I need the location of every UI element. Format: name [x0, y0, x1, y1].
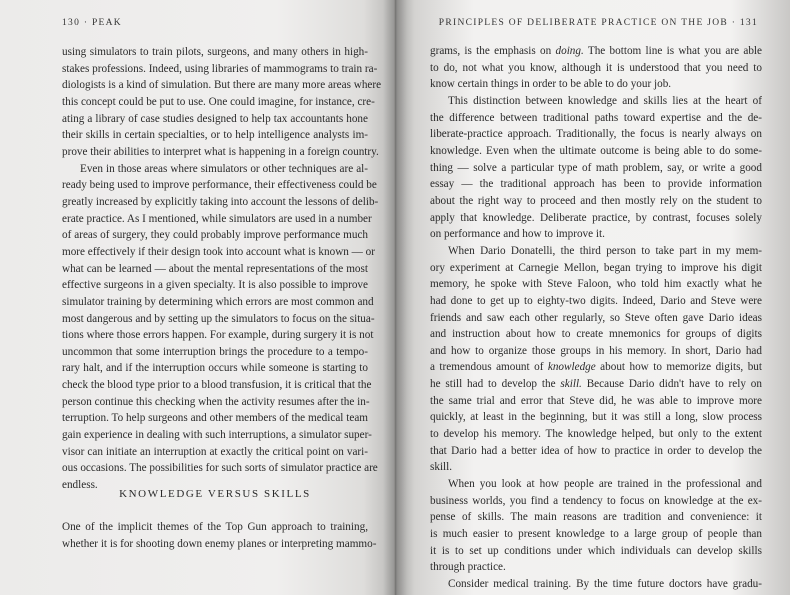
text-line: simulator training by determining which errors are most common and — [62, 295, 374, 308]
text-line: business worlds, you find a tendency to focus on knowledge at the ex- — [430, 494, 762, 507]
text-line: about the right way to proceed and then mostly rely on the student to — [430, 194, 762, 207]
text-line: on performance and how to improve it. — [430, 228, 605, 241]
text-line: grams, is the emphasis on doing. The bottom line is what you are able — [430, 45, 763, 57]
text-line: endless. — [62, 479, 98, 492]
text-line: stakes professions. Indeed, using libraries of mammograms to train ra- — [62, 62, 378, 75]
text-line: it is to set up conditions under which individuals can develop skills — [430, 544, 762, 557]
text-line: visor can initiate an interruption at exactly the critical point on vari- — [62, 445, 368, 458]
left-running-header: 130 · PEAK — [62, 18, 122, 28]
text-line: ory experiment at Carnegie Mellon, began trying to improve his digit — [430, 261, 762, 274]
text-line: to develop his memory. The knowledge helped, but only to the extent — [430, 428, 762, 441]
text-line: ating a library of case studies designed to help tax accountants hone — [62, 112, 368, 125]
text-line: effective surgeons in a given specialty. It is also possible to improve — [62, 279, 368, 292]
text-line: ous occasions. The possibilities for such sorts of simulator practice are — [62, 462, 378, 475]
text-line: he still had to develop the skill. Because Dario didn't have to rely on — [430, 378, 762, 391]
right-body-text — [430, 43, 762, 593]
text-line: had done to get up to eighty-two digits. Indeed, Dario and Steve were — [430, 294, 762, 307]
right-page — [395, 0, 790, 595]
emphasis-skill: skill. — [560, 378, 582, 391]
text-line: memory, he spoke with Steve Faloon, who told him exactly what he — [430, 278, 762, 291]
left-closing-text — [62, 519, 377, 552]
text-line: prove their abilities to interpret what is happening in a foreign country. — [62, 145, 379, 158]
text-line: the same trial and error that Steve did, he was able to improve more — [430, 394, 762, 407]
text-line: using simulators to train pilots, surgeons, and many others in high- — [62, 46, 368, 58]
text-line: through practice. — [430, 561, 506, 574]
text-line: essay — the traditional approach has been to provide information — [430, 178, 762, 191]
text-line: this concept could be put to use. One could imagine, for instance, cre- — [62, 95, 375, 108]
text-line: rary halt, and if the interruption occurs while someone is starting to — [62, 362, 368, 375]
left-body-text — [62, 44, 382, 494]
text-line: erate practice. As I mentioned, while simulators are used in a number — [62, 212, 372, 225]
text-line: person continue this checking when the activity resumes after the in- — [62, 395, 370, 408]
text-line: One of the implicit themes of the Top Gun approach to training, — [62, 521, 368, 533]
text-line: ready being used to improve performance, their effectiveness could be — [62, 179, 377, 192]
text-line: whether it is for shooting down enemy planes or interpreting mammo- — [62, 537, 377, 550]
text-line: that Dario had a better idea of how to practice in order to develop the — [430, 444, 762, 457]
text-line: friends and saw each other regularly, so Steve often gave Dario ideas — [430, 311, 762, 324]
text-line: and instruction about how to create mnemonics for groups of digits — [430, 328, 762, 341]
text-line: knowledge. Even when the ultimate outcome is being able to do some- — [430, 144, 762, 157]
section-heading: KNOWLEDGE VERSUS SKILLS — [119, 488, 311, 500]
text-line: their skills in certain specialties, or to help intelligence analysts im- — [62, 129, 368, 142]
text-line: liberate-practice approach. Traditionally, the focus is nearly always on — [430, 128, 762, 141]
text-line: greatly increased by explicitly taking into account the lessons of delib- — [62, 195, 379, 208]
text-line: When you look at how people are trained in the professional and — [448, 478, 762, 491]
text-line: check the blood type prior to a blood transfusion, it is critical that the — [62, 379, 372, 392]
right-running-header: PRINCIPLES OF DELIBERATE PRACTICE ON THE JOB · 131 — [438, 18, 758, 28]
text-line: terruption. To help surgeons and other members of the medical team — [62, 412, 368, 425]
text-line: what can be learned — about the mental representations of the most — [62, 262, 368, 275]
text-line: This distinction between knowledge and skills lies at the heart of — [448, 94, 762, 107]
emphasis-doing: doing. — [555, 45, 584, 57]
text-line: skill. — [430, 461, 453, 474]
text-line: apply that knowledge. Deliberate practice, by contrast, focuses solely — [430, 211, 762, 224]
text-line: a tremendous amount of knowledge about how to memorize digits, but — [430, 361, 762, 374]
text-line: uncommon that some interruption brings the procedure to a tempo- — [62, 345, 368, 358]
text-line: Even in those areas where simulators or other techniques are al- — [80, 162, 368, 175]
text-line: quickly, at least in the beginning, but it was still a long, slow process — [430, 411, 762, 424]
text-line: the difference between traditional paths toward expertise and the de- — [430, 111, 762, 124]
text-line: When Dario Donatelli, the third person to take part in my mem- — [448, 244, 762, 257]
text-line: pense of skills. The main reasons are tradition and convenience: it — [430, 511, 762, 524]
text-line: more effectively if their design took into account what is known — or — [62, 245, 375, 258]
text-line: is much easier to present knowledge to a large group of people than — [430, 528, 762, 541]
text-line: tions where those errors happen. For example, during surgery it is not — [62, 329, 374, 342]
text-line: most dangerous and by setting up the simulators to focus on the situa- — [62, 312, 375, 325]
text-line: and how to organize those groups in his memory. In short, Dario had — [430, 344, 762, 357]
text-line: to do, not what you know, although it is understood that you need to — [430, 61, 762, 74]
text-line: of areas of surgery, they could probably improve performance much — [62, 229, 368, 242]
text-line: Consider medical training. By the time future doctors have gradu- — [448, 578, 762, 590]
text-line: diologists is a kind of simulation. But there are many more areas where — [62, 79, 382, 92]
emphasis-knowledge: knowledge — [547, 361, 596, 374]
text-line: know certain things in order to be able to do your job. — [430, 78, 672, 91]
text-line: thing — solve a particular type of math problem, say, or write a good — [430, 161, 762, 174]
text-line: gain experience in dealing with such interruptions, a simulator super- — [62, 429, 372, 442]
